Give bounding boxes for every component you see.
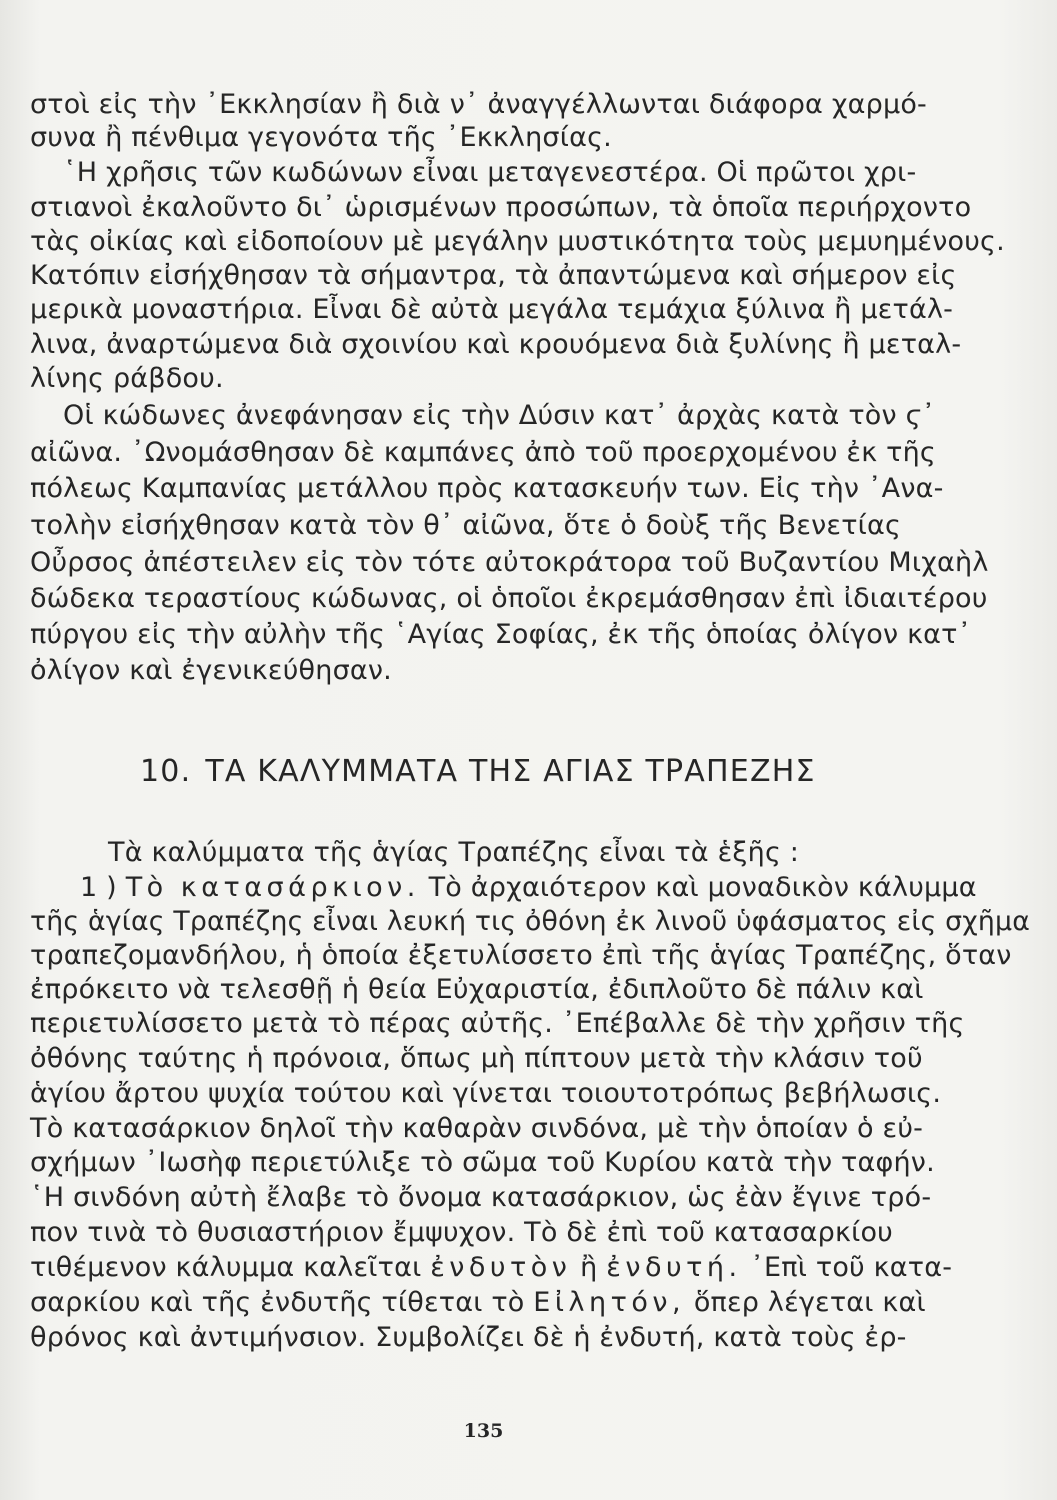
text-line: λινα, ἀναρτώμενα διὰ σχοινίου καὶ κρουόμενα διὰ ξυλίνης ἢ μεταλ- [30, 329, 962, 360]
text-segment: ἢ [571, 1252, 607, 1283]
text-line: ῾Η χρῆσις τῶν κωδώνων εἶναι μεταγενεστέρα. Οἱ πρῶτοι χρι- [63, 157, 917, 188]
text-line: περιετυλίσσετο μετὰ τὸ πέρας αὐτῆς. ᾽Επέβαλλε δὲ τὴν χρῆσιν τῆς [30, 1008, 965, 1039]
text-line: Κατόπιν εἰσήχθησαν τὰ σήμαντρα, τὰ ἀπαντώμενα καὶ σήμερον εἰς [30, 260, 957, 291]
text-line: ὀθόνης ταύτης ἡ πρόνοια, ὅπως μὴ πίπτουν μετὰ τὴν κλάσιν τοῦ [30, 1043, 923, 1074]
text-line: Οἱ κώδωνες ἀνεφάνησαν εἰς τὴν Δύσιν κατ᾽ ἀρχὰς κατὰ τὸν ϛ᾽ [63, 400, 936, 431]
section-heading [140, 752, 816, 792]
section-number: 10. [140, 754, 192, 789]
text-line: ὀλίγον καὶ ἐγενικεύθησαν. [30, 655, 392, 686]
text-line: λίνης ράβδου. [30, 363, 224, 394]
text-line: τὰς οἰκίας καὶ εἰδοποίουν μὲ μεγάλην μυστικότητα τοὺς μεμυημένους. [30, 226, 1005, 257]
list-item-1 [80, 872, 977, 904]
text-line: ἐπρόκειτο νὰ τελεσθῇ ἡ θεία Εὐχαριστία, ἐδιπλοῦτο δὲ πάλιν καὶ [30, 974, 924, 1005]
text-line: τῆς ἁγίας Τραπέζης εἶναι λευκή τις ὀθόνη ἐκ λινοῦ ὑφάσματος εἰς σχῆμα [30, 906, 1031, 937]
text-line: πον τινὰ τὸ θυσιαστήριον ἔμψυχον. Τὸ δὲ ἐπὶ τοῦ κατασαρκίου [30, 1217, 893, 1248]
text-line: τολὴν εἰσήχθησαν κατὰ τὸν θ᾽ αἰῶνα, ὅτε ὁ δοὺξ τῆς Βενετίας [30, 510, 902, 541]
text-line: Οὖρσος ἀπέστειλεν εἰς τὸν τότε αὐτοκράτορα τοῦ Βυζαντίου Μιχαὴλ [30, 547, 989, 578]
item-number: 1 ) [80, 872, 126, 903]
text-line: συνα ἢ πένθιμα γεγονότα τῆς ᾽Εκκλησίας. [30, 122, 612, 153]
text-line: σχήμων ᾽Ιωσὴφ περιετύλιξε τὸ σῶμα τοῦ Κυρίου κατὰ τὴν ταφήν. [30, 1147, 935, 1178]
text-line: στοὶ εἰς τὴν ᾽Εκκλησίαν ἢ διὰ ν᾽ ἀναγγέλλωνται διάφορα χαρμό- [30, 89, 928, 120]
text-segment: σαρκίου καὶ τῆς ἐνδυτῆς τίθεται τὸ [30, 1287, 534, 1318]
text-line: αἰῶνα. ᾽Ωνομάσθησαν δὲ καμπάνες ἀπὸ τοῦ προερχομένου ἐκ τῆς [30, 437, 936, 468]
text-line: μερικὰ μοναστήρια. Εἶναι δὲ αὐτὰ μεγάλα τεμάχια ξύλινα ἢ μετάλ- [30, 294, 954, 325]
text-line: πύργου εἰς τὴν αὐλὴν τῆς ῾Αγίας Σοφίας, ἐκ τῆς ὁποίας ὀλίγον κατ᾽ [30, 619, 972, 650]
text-line [30, 1252, 952, 1284]
text-segment: τιθέμενον κάλυμμα καλεῖται [30, 1252, 431, 1283]
term-endyti: ἐνδυτή. [606, 1252, 742, 1283]
text-segment: ᾽Επὶ τοῦ κατα- [741, 1252, 953, 1283]
term-endyton: ἐνδυτὸν [430, 1252, 572, 1283]
term-eiliton: Εἰλητόν, [533, 1287, 686, 1318]
text-line: θρόνος καὶ ἀντιμήνσιον. Συμβολίζει δὲ ἡ ἐνδυτή, κατὰ τοὺς ἐρ- [30, 1322, 907, 1353]
item-term: Τὸ κατασάρκιον. [125, 872, 420, 903]
text-line: Τὸ κατασάρκιον δηλοῖ τὴν καθαρὰν σινδόνα, μὲ τὴν ὁποίαν ὁ εὐ- [30, 1113, 924, 1144]
text-line: ἁγίου ἄρτου ψυχία τούτου καὶ γίνεται τοιουτοτρόπως βεβήλωσις. [30, 1078, 942, 1109]
text-line: ῾Η σινδόνη αὐτὴ ἔλαβε τὸ ὄνομα κατασάρκιον, ὡς ἐὰν ἔγινε τρό- [30, 1182, 932, 1213]
section-title: ΤΑ ΚΑΛΥΜΜΑΤΑ ΤΗΣ ΑΓΙΑΣ ΤΡΑΠΕΖΗΣ [205, 754, 816, 789]
intro-line: Τὰ καλύμματα τῆς ἁγίας Τραπέζης εἶναι τὰ ἑξῆς : [108, 837, 800, 868]
page-number: 135 [463, 1420, 504, 1442]
text-line [30, 1287, 926, 1319]
text-line: πόλεως Καμπανίας μετάλλου πρὸς κατασκευήν των. Εἰς τὴν ᾽Ανα- [30, 473, 944, 504]
item-text: Τὸ ἀρχαιότερον καὶ μοναδικὸν κάλυμμα [419, 872, 977, 903]
text-line: δώδεκα τεραστίους κώδωνας, οἱ ὁποῖοι ἐκρεμάσθησαν ἐπὶ ἰδιαιτέρου [30, 583, 988, 614]
text-line: στιανοὶ ἐκαλοῦντο δι᾽ ὡρισμένων προσώπων, τὰ ὁποῖα περιήρχοντο [30, 192, 972, 223]
text-line: τραπεζομανδήλου, ἡ ὁποία ἐξετυλίσσετο ἐπὶ τῆς ἁγίας Τραπέζης, ὅταν [30, 940, 1012, 971]
text-segment: ὅπερ λέγεται καὶ [685, 1287, 926, 1318]
